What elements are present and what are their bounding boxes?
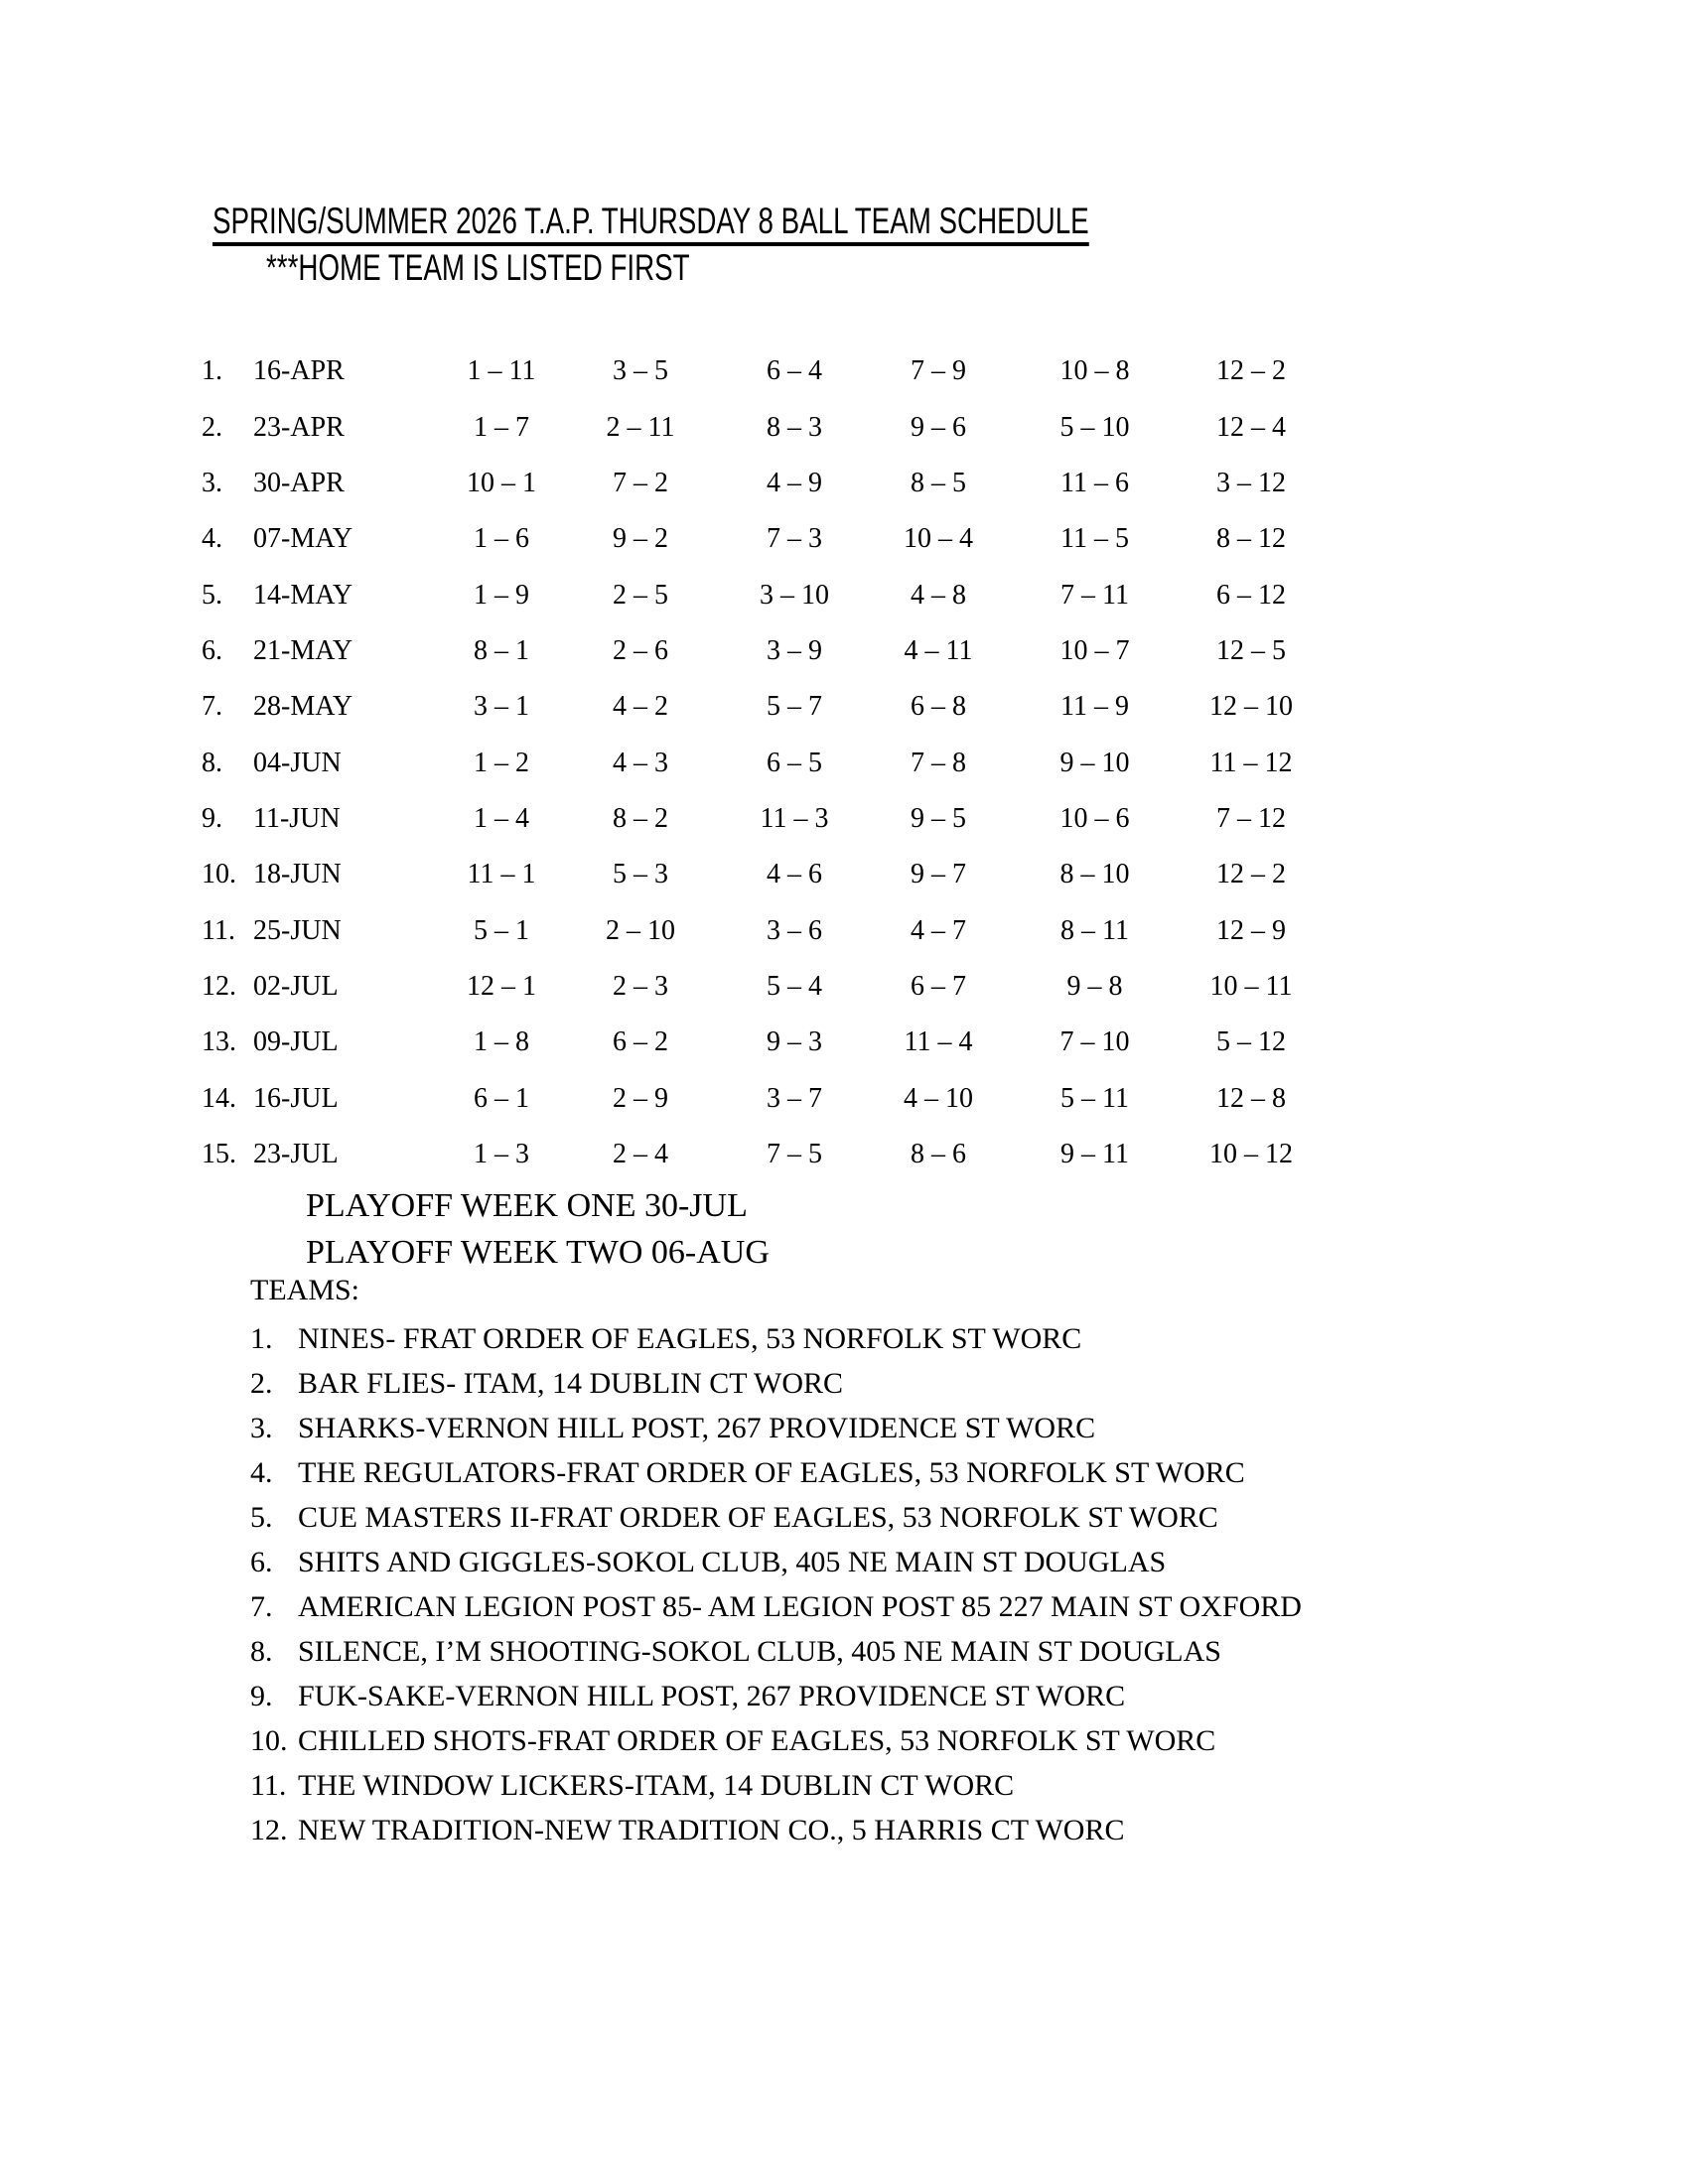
- matchup-1: 10 – 1: [467, 467, 536, 498]
- matchup-2: 2 – 10: [606, 914, 675, 946]
- team-number: 12.: [250, 1813, 288, 1846]
- playoff-week-one: PLAYOFF WEEK ONE 30-JUL: [306, 1187, 748, 1224]
- team-row: [250, 1450, 1302, 1495]
- matchup-4: 6 – 8: [911, 691, 966, 723]
- matchup-3: 7 – 5: [767, 1138, 822, 1169]
- matchup-1: 1 – 8: [474, 1026, 529, 1058]
- matchup-6: 10 – 12: [1209, 1138, 1293, 1169]
- matchup-6: 6 – 12: [1216, 579, 1286, 611]
- matchup-5: 10 – 7: [1059, 634, 1130, 666]
- week-number: 7.: [202, 691, 222, 723]
- week-date: 16-APR: [253, 355, 345, 387]
- matchup-2: 5 – 3: [613, 859, 668, 890]
- team-row: [250, 1674, 1302, 1718]
- week-number: 8.: [202, 747, 222, 778]
- matchup-6: 8 – 12: [1216, 523, 1286, 555]
- matchup-6: 12 – 2: [1216, 859, 1286, 890]
- team-name-venue: SILENCE, I’M SHOOTING-SOKOL CLUB, 405 NE MAIN ST DOUGLAS: [298, 1634, 1221, 1668]
- playoff-week-two: PLAYOFF WEEK TWO 06-AUG: [306, 1234, 770, 1271]
- matchup-2: 4 – 2: [613, 691, 668, 723]
- teams-heading: TEAMS:: [250, 1274, 360, 1306]
- matchup-3: 7 – 3: [767, 523, 822, 555]
- team-row: [250, 1808, 1302, 1852]
- matchup-5: 11 – 6: [1060, 467, 1129, 498]
- matchup-1: 1 – 2: [474, 747, 529, 778]
- team-name-venue: CHILLED SHOTS-FRAT ORDER OF EAGLES, 53 NORFOLK ST WORC: [298, 1723, 1216, 1757]
- matchup-6: 12 – 8: [1216, 1082, 1286, 1114]
- matchup-3: 9 – 3: [767, 1026, 822, 1058]
- team-name-venue: THE REGULATORS-FRAT ORDER OF EAGLES, 53 NORFOLK ST WORC: [298, 1455, 1245, 1489]
- schedule-week-row: [202, 959, 1306, 1015]
- team-name-venue: BAR FLIES- ITAM, 14 DUBLIN CT WORC: [298, 1366, 844, 1400]
- matchup-1: 1 – 6: [474, 523, 529, 555]
- team-number: 3.: [250, 1411, 273, 1444]
- week-number: 6.: [202, 634, 222, 666]
- matchup-5: 5 – 10: [1059, 411, 1130, 443]
- team-row: [250, 1629, 1302, 1674]
- team-row: [250, 1361, 1302, 1406]
- team-number: 7.: [250, 1589, 273, 1623]
- teams-list: [250, 1316, 1302, 1852]
- schedule-week-row: [202, 399, 1306, 455]
- matchup-3: 5 – 7: [767, 691, 822, 723]
- team-name-venue: SHITS AND GIGGLES-SOKOL CLUB, 405 NE MAIN ST DOUGLAS: [298, 1545, 1167, 1578]
- week-date: 21-MAY: [253, 634, 353, 666]
- matchup-2: 2 – 9: [613, 1082, 668, 1114]
- week-date: 23-JUL: [253, 1138, 339, 1169]
- matchup-4: 7 – 9: [911, 355, 966, 387]
- matchup-4: 8 – 5: [911, 467, 966, 498]
- team-number: 8.: [250, 1634, 273, 1668]
- week-date: 16-JUL: [253, 1082, 339, 1114]
- team-row: [250, 1495, 1302, 1540]
- schedule-week-row: [202, 456, 1306, 511]
- matchup-5: 10 – 6: [1059, 802, 1130, 834]
- team-row: [250, 1763, 1302, 1808]
- matchup-4: 6 – 7: [911, 970, 966, 1002]
- matchup-5: 8 – 10: [1059, 859, 1130, 890]
- team-name-venue: AMERICAN LEGION POST 85- AM LEGION POST 85 227 MAIN ST OXFORD: [298, 1589, 1302, 1623]
- matchup-4: 4 – 7: [911, 914, 966, 946]
- matchup-4: 7 – 8: [911, 747, 966, 778]
- week-date: 30-APR: [253, 467, 345, 498]
- team-number: 11.: [250, 1768, 287, 1802]
- matchup-4: 4 – 8: [911, 579, 966, 611]
- matchup-2: 2 – 4: [613, 1138, 668, 1169]
- week-date: 02-JUL: [253, 970, 339, 1002]
- team-number: 2.: [250, 1366, 273, 1400]
- matchup-1: 1 – 7: [474, 411, 529, 443]
- matchup-6: 11 – 12: [1209, 747, 1293, 778]
- week-date: 07-MAY: [253, 523, 353, 555]
- matchup-3: 6 – 5: [767, 747, 822, 778]
- matchup-4: 8 – 6: [911, 1138, 966, 1169]
- matchup-2: 6 – 2: [613, 1026, 668, 1058]
- matchup-1: 6 – 1: [474, 1082, 529, 1114]
- matchup-1: 1 – 4: [474, 802, 529, 834]
- matchup-2: 2 – 11: [606, 411, 675, 443]
- week-number: 13.: [202, 1026, 236, 1058]
- team-name-venue: NINES- FRAT ORDER OF EAGLES, 53 NORFOLK ST WORC: [298, 1321, 1082, 1355]
- matchup-2: 2 – 6: [613, 634, 668, 666]
- matchup-3: 4 – 6: [767, 859, 822, 890]
- matchup-4: 4 – 10: [904, 1082, 973, 1114]
- title-block: [212, 203, 1381, 246]
- matchup-3: 3 – 7: [767, 1082, 822, 1114]
- week-date: 23-APR: [253, 411, 345, 443]
- matchup-5: 10 – 8: [1059, 355, 1130, 387]
- team-row: [250, 1584, 1302, 1629]
- matchup-1: 8 – 1: [474, 634, 529, 666]
- week-number: 15.: [202, 1138, 236, 1169]
- matchup-1: 11 – 1: [467, 859, 536, 890]
- matchup-1: 12 – 1: [467, 970, 536, 1002]
- matchup-6: 12 – 4: [1216, 411, 1286, 443]
- schedule-table: [202, 343, 1306, 1182]
- matchup-4: 9 – 5: [911, 802, 966, 834]
- playoffs-section: [306, 1182, 770, 1276]
- week-number: 10.: [202, 859, 236, 890]
- week-number: 12.: [202, 970, 236, 1002]
- schedule-week-row: [202, 511, 1306, 567]
- team-number: 4.: [250, 1455, 273, 1489]
- matchup-2: 9 – 2: [613, 523, 668, 555]
- matchup-5: 9 – 11: [1060, 1138, 1129, 1169]
- matchup-6: 12 – 2: [1216, 355, 1286, 387]
- week-number: 2.: [202, 411, 222, 443]
- matchup-3: 3 – 6: [767, 914, 822, 946]
- matchup-6: 12 – 9: [1216, 914, 1286, 946]
- matchup-4: 11 – 4: [904, 1026, 973, 1058]
- matchup-1: 1 – 9: [474, 579, 529, 611]
- schedule-week-row: [202, 1015, 1306, 1070]
- matchup-1: 1 – 3: [474, 1138, 529, 1169]
- schedule-week-row: [202, 1127, 1306, 1182]
- matchup-4: 9 – 6: [911, 411, 966, 443]
- home-team-note: ***HOME TEAM IS LISTED FIRST: [266, 247, 690, 288]
- matchup-3: 4 – 9: [767, 467, 822, 498]
- matchup-6: 3 – 12: [1216, 467, 1286, 498]
- team-row: [250, 1718, 1302, 1763]
- matchup-3: 8 – 3: [767, 411, 822, 443]
- week-number: 5.: [202, 579, 222, 611]
- schedule-week-row: [202, 1070, 1306, 1126]
- team-number: 10.: [250, 1723, 288, 1757]
- team-name-venue: NEW TRADITION-NEW TRADITION CO., 5 HARRIS CT WORC: [298, 1813, 1125, 1846]
- matchup-5: 11 – 9: [1060, 691, 1129, 723]
- team-name-venue: THE WINDOW LICKERS-ITAM, 14 DUBLIN CT WORC: [298, 1768, 1015, 1802]
- matchup-5: 11 – 5: [1060, 523, 1129, 555]
- week-date: 25-JUN: [253, 914, 342, 946]
- matchup-3: 5 – 4: [767, 970, 822, 1002]
- matchup-2: 4 – 3: [613, 747, 668, 778]
- week-number: 9.: [202, 802, 222, 834]
- schedule-week-row: [202, 623, 1306, 679]
- matchup-5: 5 – 11: [1060, 1082, 1129, 1114]
- week-date: 04-JUN: [253, 747, 342, 778]
- week-number: 3.: [202, 467, 222, 498]
- matchup-4: 10 – 4: [904, 523, 973, 555]
- matchup-2: 3 – 5: [613, 355, 668, 387]
- matchup-5: 9 – 10: [1059, 747, 1130, 778]
- team-name-venue: FUK-SAKE-VERNON HILL POST, 267 PROVIDENCE ST WORC: [298, 1679, 1126, 1712]
- matchup-6: 7 – 12: [1216, 802, 1286, 834]
- matchup-1: 5 – 1: [474, 914, 529, 946]
- matchup-6: 5 – 12: [1216, 1026, 1286, 1058]
- matchup-5: 9 – 8: [1066, 970, 1123, 1002]
- team-number: 9.: [250, 1679, 273, 1712]
- team-name-venue: SHARKS-VERNON HILL POST, 267 PROVIDENCE ST WORC: [298, 1411, 1096, 1444]
- matchup-5: 8 – 11: [1060, 914, 1129, 946]
- subtitle-block: [266, 249, 831, 286]
- matchup-2: 2 – 3: [613, 970, 668, 1002]
- team-row: [250, 1540, 1302, 1584]
- matchup-3: 6 – 4: [767, 355, 822, 387]
- schedule-week-row: [202, 679, 1306, 735]
- week-number: 1.: [202, 355, 222, 387]
- matchup-4: 4 – 11: [904, 634, 973, 666]
- team-number: 1.: [250, 1321, 273, 1355]
- page-title: SPRING/SUMMER 2026 T.A.P. THURSDAY 8 BALL TEAM SCHEDULE: [212, 203, 1089, 246]
- matchup-3: 3 – 9: [767, 634, 822, 666]
- week-date: 09-JUL: [253, 1026, 339, 1058]
- week-date: 11-JUN: [253, 802, 341, 834]
- matchup-6: 10 – 11: [1209, 970, 1293, 1002]
- team-number: 6.: [250, 1545, 273, 1578]
- matchup-1: 1 – 11: [467, 355, 536, 387]
- schedule-week-row: [202, 343, 1306, 399]
- week-number: 4.: [202, 523, 222, 555]
- matchup-6: 12 – 5: [1216, 634, 1286, 666]
- team-row: [250, 1406, 1302, 1450]
- matchup-6: 12 – 10: [1209, 691, 1293, 723]
- matchup-3: 11 – 3: [760, 802, 829, 834]
- matchup-1: 3 – 1: [474, 691, 529, 723]
- matchup-4: 9 – 7: [911, 859, 966, 890]
- matchup-3: 3 – 10: [760, 579, 829, 611]
- week-date: 14-MAY: [253, 579, 353, 611]
- week-date: 28-MAY: [253, 691, 353, 723]
- matchup-2: 7 – 2: [613, 467, 668, 498]
- week-number: 14.: [202, 1082, 236, 1114]
- schedule-week-row: [202, 847, 1306, 902]
- team-row: [250, 1316, 1302, 1361]
- matchup-2: 8 – 2: [613, 802, 668, 834]
- team-name-venue: CUE MASTERS II-FRAT ORDER OF EAGLES, 53 NORFOLK ST WORC: [298, 1500, 1218, 1534]
- week-number: 11.: [202, 914, 235, 946]
- schedule-week-row: [202, 902, 1306, 958]
- week-date: 18-JUN: [253, 859, 342, 890]
- matchup-5: 7 – 11: [1060, 579, 1129, 611]
- schedule-week-row: [202, 567, 1306, 622]
- schedule-week-row: [202, 791, 1306, 847]
- matchup-2: 2 – 5: [613, 579, 668, 611]
- matchup-5: 7 – 10: [1059, 1026, 1130, 1058]
- team-number: 5.: [250, 1500, 273, 1534]
- schedule-week-row: [202, 735, 1306, 790]
